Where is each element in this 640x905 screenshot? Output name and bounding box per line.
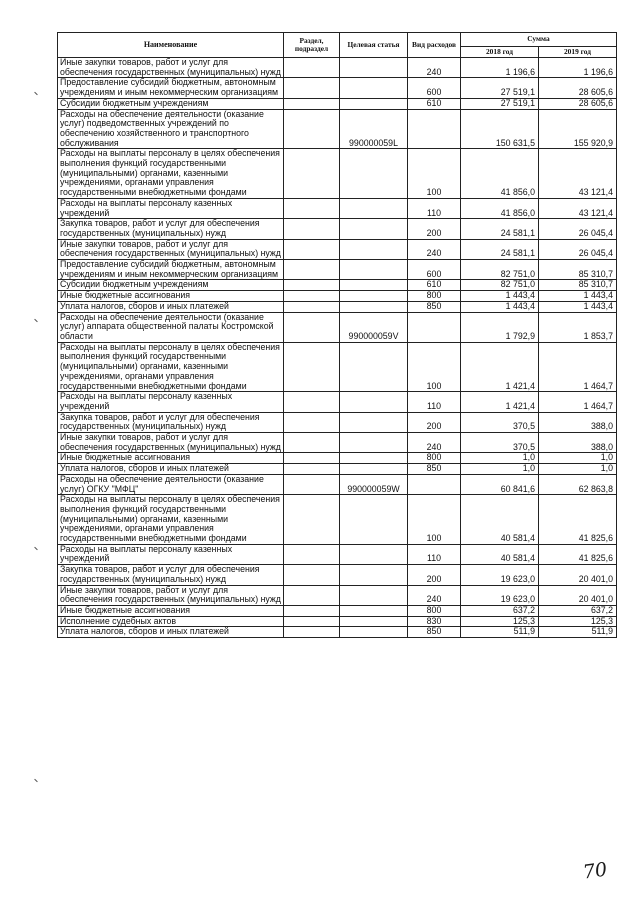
row-sum-2018: 1 196,6 <box>461 58 539 78</box>
row-name: Субсидии бюджетным учреждениям <box>58 280 284 291</box>
row-section <box>284 453 340 464</box>
row-name: Иные закупки товаров, работ и услуг для обеспечения государственных (муниципальных) нужд <box>58 433 284 453</box>
row-name: Иные бюджетные ассигнования <box>58 291 284 302</box>
row-sum-2019: 41 825,6 <box>539 544 617 564</box>
row-name: Расходы на выплаты персоналу казенных учреждений <box>58 544 284 564</box>
row-name: Расходы на обеспечение деятельности (оказание услуг) аппарата общественной палаты Костромской области <box>58 312 284 342</box>
row-sum-2018: 40 581,4 <box>461 495 539 545</box>
row-sum-2018: 1 792,9 <box>461 312 539 342</box>
row-kind: 200 <box>408 412 461 432</box>
table-row <box>58 280 617 291</box>
header-section: Раздел, подраздел <box>284 33 340 58</box>
row-section <box>284 565 340 585</box>
row-sum-2018: 1 443,4 <box>461 291 539 302</box>
row-kind: 110 <box>408 392 461 412</box>
row-sum-2018: 511,9 <box>461 627 539 638</box>
table-row <box>58 291 617 302</box>
row-target <box>340 98 408 109</box>
row-name: Уплата налогов, сборов и иных платежей <box>58 301 284 312</box>
row-kind: 100 <box>408 495 461 545</box>
row-section <box>284 239 340 259</box>
row-section <box>284 291 340 302</box>
header-sum: Сумма <box>461 33 617 47</box>
table-row <box>58 58 617 78</box>
table-row <box>58 78 617 98</box>
table-row <box>58 98 617 109</box>
row-sum-2018: 27 519,1 <box>461 78 539 98</box>
table-body <box>58 58 617 638</box>
row-sum-2019: 26 045,4 <box>539 239 617 259</box>
row-sum-2019: 155 920,9 <box>539 109 617 149</box>
row-target <box>340 58 408 78</box>
table-row <box>58 453 617 464</box>
row-kind: 100 <box>408 342 461 392</box>
row-kind: 110 <box>408 544 461 564</box>
row-sum-2019: 1 443,4 <box>539 291 617 302</box>
row-section <box>284 585 340 605</box>
row-name: Иные бюджетные ассигнования <box>58 453 284 464</box>
row-kind: 800 <box>408 291 461 302</box>
row-kind: 240 <box>408 58 461 78</box>
row-name: Расходы на выплаты персоналу казенных учреждений <box>58 392 284 412</box>
table-row <box>58 605 617 616</box>
row-target <box>340 198 408 218</box>
row-sum-2019: 125,3 <box>539 616 617 627</box>
row-target <box>340 260 408 280</box>
row-sum-2018: 82 751,0 <box>461 260 539 280</box>
margin-mark <box>34 319 38 323</box>
row-kind: 800 <box>408 605 461 616</box>
table-row <box>58 312 617 342</box>
row-kind: 600 <box>408 260 461 280</box>
row-target <box>340 239 408 259</box>
row-name: Расходы на выплаты персоналу в целях обеспечения выполнения функций государственными (муниципальными) органами, казенными учреждениями, органами управления государственными внебюджетными фондами <box>58 342 284 392</box>
row-sum-2018: 19 623,0 <box>461 585 539 605</box>
row-sum-2019: 26 045,4 <box>539 219 617 239</box>
row-sum-2018: 1 443,4 <box>461 301 539 312</box>
row-sum-2019: 1 196,6 <box>539 58 617 78</box>
row-target <box>340 453 408 464</box>
row-sum-2018: 1,0 <box>461 453 539 464</box>
row-sum-2018: 637,2 <box>461 605 539 616</box>
row-sum-2019: 637,2 <box>539 605 617 616</box>
row-section <box>284 198 340 218</box>
row-sum-2018: 1 421,4 <box>461 342 539 392</box>
row-sum-2019: 1 443,4 <box>539 301 617 312</box>
row-target <box>340 495 408 545</box>
row-kind <box>408 474 461 494</box>
row-sum-2019: 1 853,7 <box>539 312 617 342</box>
page-number: 70 <box>581 858 609 884</box>
row-section <box>284 109 340 149</box>
table-row <box>58 495 617 545</box>
row-sum-2018: 370,5 <box>461 412 539 432</box>
row-section <box>284 301 340 312</box>
row-name: Предоставление субсидий бюджетным, автономным учреждениям и иным некоммерческим организациям <box>58 78 284 98</box>
row-target <box>340 149 408 199</box>
row-sum-2019: 43 121,4 <box>539 149 617 199</box>
row-target <box>340 342 408 392</box>
table-row <box>58 412 617 432</box>
row-target <box>340 433 408 453</box>
row-name: Расходы на выплаты персоналу казенных учреждений <box>58 198 284 218</box>
header-year-2019: 2019 год <box>539 47 617 58</box>
row-section <box>284 260 340 280</box>
row-sum-2018: 24 581,1 <box>461 219 539 239</box>
row-sum-2018: 24 581,1 <box>461 239 539 259</box>
row-section <box>284 342 340 392</box>
row-name: Уплата налогов, сборов и иных платежей <box>58 464 284 475</box>
table-row <box>58 239 617 259</box>
row-target <box>340 291 408 302</box>
row-target: 990000059W <box>340 474 408 494</box>
row-target <box>340 605 408 616</box>
row-name: Предоставление субсидий бюджетным, автономным учреждениям и иным некоммерческим организациям <box>58 260 284 280</box>
row-kind: 200 <box>408 565 461 585</box>
row-sum-2018: 150 631,5 <box>461 109 539 149</box>
header-target: Целевая статья <box>340 33 408 58</box>
row-name: Иные бюджетные ассигнования <box>58 605 284 616</box>
row-section <box>284 98 340 109</box>
row-name: Расходы на выплаты персоналу в целях обеспечения выполнения функций государственными (муниципальными) органами, казенными учреждениями, органами управления государственными внебюджетными фондами <box>58 495 284 545</box>
row-kind: 240 <box>408 433 461 453</box>
row-kind: 610 <box>408 98 461 109</box>
table-row <box>58 198 617 218</box>
row-target <box>340 301 408 312</box>
row-target: 990000059L <box>340 109 408 149</box>
row-kind: 110 <box>408 198 461 218</box>
row-section <box>284 627 340 638</box>
row-kind <box>408 312 461 342</box>
row-sum-2018: 1 421,4 <box>461 392 539 412</box>
row-sum-2019: 20 401,0 <box>539 585 617 605</box>
row-name: Расходы на обеспечение деятельности (оказание услуг) подведомственных учреждений по обеспечению хозяйственного и транспортного обслуживания <box>58 109 284 149</box>
row-sum-2019: 85 310,7 <box>539 260 617 280</box>
row-name: Субсидии бюджетным учреждениям <box>58 98 284 109</box>
table-row <box>58 474 617 494</box>
table-row <box>58 342 617 392</box>
margin-mark <box>34 779 38 783</box>
header-name: Наименование <box>58 33 284 58</box>
table-row <box>58 219 617 239</box>
table-row <box>58 260 617 280</box>
table-row <box>58 616 617 627</box>
table-row <box>58 301 617 312</box>
row-target <box>340 392 408 412</box>
row-sum-2018: 19 623,0 <box>461 565 539 585</box>
row-sum-2018: 41 856,0 <box>461 198 539 218</box>
row-sum-2019: 41 825,6 <box>539 495 617 545</box>
row-name: Закупка товаров, работ и услуг для обеспечения государственных (муниципальных) нужд <box>58 219 284 239</box>
row-name: Иные закупки товаров, работ и услуг для обеспечения государственных (муниципальных) нужд <box>58 58 284 78</box>
row-name: Исполнение судебных актов <box>58 616 284 627</box>
row-sum-2019: 1,0 <box>539 464 617 475</box>
row-kind: 800 <box>408 453 461 464</box>
row-section <box>284 412 340 432</box>
row-sum-2018: 370,5 <box>461 433 539 453</box>
budget-table <box>57 32 617 638</box>
header-year-2018: 2018 год <box>461 47 539 58</box>
row-sum-2019: 1,0 <box>539 453 617 464</box>
row-sum-2019: 511,9 <box>539 627 617 638</box>
table-row <box>58 392 617 412</box>
row-target <box>340 78 408 98</box>
row-section <box>284 605 340 616</box>
row-kind: 600 <box>408 78 461 98</box>
row-sum-2019: 85 310,7 <box>539 280 617 291</box>
row-section <box>284 219 340 239</box>
row-name: Закупка товаров, работ и услуг для обеспечения государственных (муниципальных) нужд <box>58 412 284 432</box>
row-sum-2019: 43 121,4 <box>539 198 617 218</box>
table-row <box>58 109 617 149</box>
row-kind: 830 <box>408 616 461 627</box>
row-sum-2018: 60 841,6 <box>461 474 539 494</box>
margin-mark <box>34 92 38 96</box>
header-kind: Вид расходов <box>408 33 461 58</box>
table-row <box>58 565 617 585</box>
row-kind: 240 <box>408 585 461 605</box>
row-target <box>340 616 408 627</box>
row-kind: 850 <box>408 627 461 638</box>
row-sum-2018: 1,0 <box>461 464 539 475</box>
row-sum-2019: 62 863,8 <box>539 474 617 494</box>
row-sum-2018: 41 856,0 <box>461 149 539 199</box>
row-sum-2019: 388,0 <box>539 412 617 432</box>
row-kind: 850 <box>408 301 461 312</box>
row-section <box>284 433 340 453</box>
row-name: Закупка товаров, работ и услуг для обеспечения государственных (муниципальных) нужд <box>58 565 284 585</box>
row-target <box>340 544 408 564</box>
row-name: Расходы на выплаты персоналу в целях обеспечения выполнения функций государственными (муниципальными) органами, казенными учреждениями, органами управления государственными внебюджетными фондами <box>58 149 284 199</box>
row-target <box>340 412 408 432</box>
row-target: 990000059V <box>340 312 408 342</box>
row-target <box>340 464 408 475</box>
margin-mark <box>34 547 38 551</box>
row-target <box>340 565 408 585</box>
row-sum-2019: 1 464,7 <box>539 342 617 392</box>
row-sum-2019: 388,0 <box>539 433 617 453</box>
table-row <box>58 544 617 564</box>
row-name: Иные закупки товаров, работ и услуг для обеспечения государственных (муниципальных) нужд <box>58 585 284 605</box>
row-target <box>340 280 408 291</box>
row-section <box>284 149 340 199</box>
row-section <box>284 280 340 291</box>
table-row <box>58 585 617 605</box>
row-sum-2018: 82 751,0 <box>461 280 539 291</box>
row-kind: 610 <box>408 280 461 291</box>
row-sum-2019: 28 605,6 <box>539 98 617 109</box>
row-section <box>284 474 340 494</box>
row-target <box>340 627 408 638</box>
row-sum-2019: 28 605,6 <box>539 78 617 98</box>
row-kind: 100 <box>408 149 461 199</box>
row-sum-2019: 20 401,0 <box>539 565 617 585</box>
row-sum-2019: 1 464,7 <box>539 392 617 412</box>
table-row <box>58 464 617 475</box>
row-target <box>340 219 408 239</box>
table-row <box>58 433 617 453</box>
row-kind: 240 <box>408 239 461 259</box>
table-row <box>58 627 617 638</box>
row-target <box>340 585 408 605</box>
row-section <box>284 78 340 98</box>
table-header <box>58 33 617 58</box>
row-section <box>284 392 340 412</box>
row-kind: 200 <box>408 219 461 239</box>
table-row <box>58 149 617 199</box>
row-kind: 850 <box>408 464 461 475</box>
row-section <box>284 544 340 564</box>
row-section <box>284 464 340 475</box>
row-kind <box>408 109 461 149</box>
row-name: Иные закупки товаров, работ и услуг для обеспечения государственных (муниципальных) нужд <box>58 239 284 259</box>
row-name: Уплата налогов, сборов и иных платежей <box>58 627 284 638</box>
row-section <box>284 58 340 78</box>
row-name: Расходы на обеспечение деятельности (оказание услуг) ОГКУ "МФЦ" <box>58 474 284 494</box>
row-sum-2018: 27 519,1 <box>461 98 539 109</box>
row-section <box>284 495 340 545</box>
row-sum-2018: 125,3 <box>461 616 539 627</box>
row-section <box>284 616 340 627</box>
row-section <box>284 312 340 342</box>
row-sum-2018: 40 581,4 <box>461 544 539 564</box>
